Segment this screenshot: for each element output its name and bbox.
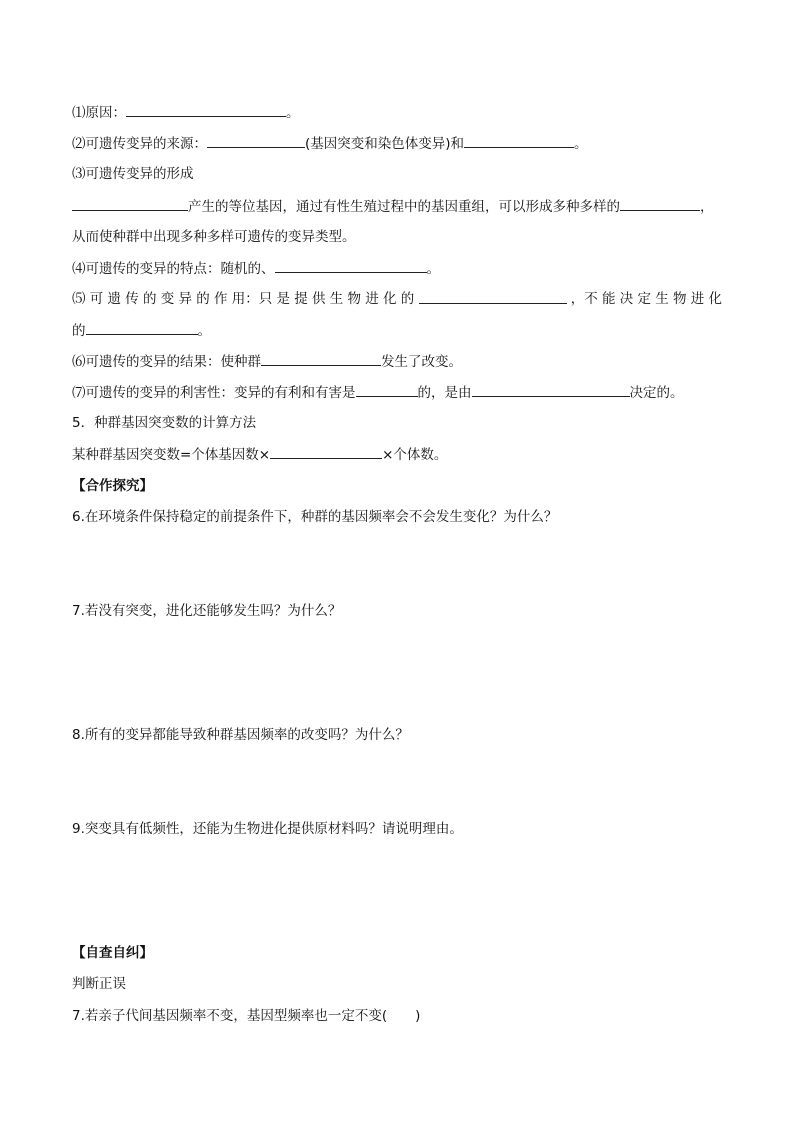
cause-blank[interactable]	[126, 102, 286, 117]
role-cont	[72, 320, 211, 341]
punct: 。	[574, 136, 588, 152]
formation-cont-text: 从而使种群中出现多种多样可遗传的变异类型。	[72, 229, 356, 245]
question-7-text: 7.若没有突变，进化还能够发生吗？为什么？	[72, 603, 342, 619]
formation-cont	[72, 227, 356, 247]
role-char: 进	[365, 291, 379, 307]
role-char: 是	[276, 291, 290, 307]
formation-heading	[72, 164, 194, 184]
role-char: 生	[655, 291, 669, 307]
source-label: ⑵可遗传变异的来源：	[72, 136, 207, 152]
source-blank-1[interactable]	[207, 133, 305, 148]
role-char: 用：只	[231, 291, 273, 307]
feature-label: ⑷可遗传的变异的特点：随机的、	[72, 261, 275, 277]
role-char: 的	[196, 291, 210, 307]
role-char: 传	[125, 291, 139, 307]
role-blank-2[interactable]	[86, 320, 198, 335]
calc-label: 某种群基因突变数=个体基因数×	[72, 447, 271, 463]
role-char: 作	[214, 291, 228, 307]
cooperative-heading	[72, 476, 153, 496]
formation-line	[72, 196, 714, 217]
role-char: 提	[294, 291, 308, 307]
harm-line	[72, 382, 684, 403]
harm-text: 的，是由	[417, 385, 472, 401]
judge-heading	[72, 974, 126, 994]
judge-question	[72, 1006, 420, 1026]
question-9-text: 9.突变具有低频性，还能为生物进化提供原材料吗？请说明理由。	[72, 821, 463, 837]
role-blank[interactable]	[419, 289, 567, 304]
role-char: 可	[89, 291, 104, 307]
source-blank-2[interactable]	[464, 133, 574, 148]
harm-blank-2[interactable]	[472, 382, 630, 397]
role-char: 化	[383, 291, 397, 307]
calc-blank[interactable]	[270, 444, 382, 459]
formation-text: 产生的等位基因，通过有性生殖过程中的基因重组，可以形成多种多样的	[188, 199, 620, 215]
question-7	[72, 601, 341, 621]
role-char: 供	[312, 291, 326, 307]
result-text: 发生了改变。	[381, 354, 462, 370]
punct: ，	[700, 199, 714, 215]
role-char: ，不	[570, 291, 598, 307]
calc-heading	[72, 413, 256, 433]
cause-label: ⑴原因：	[72, 105, 126, 121]
source-text: (基因突变和染色体变异)和	[305, 136, 465, 152]
question-8-text: 8.所有的变异都能导致种群基因频率的改变吗？为什么？	[72, 727, 409, 743]
harm-text-end: 决定的。	[629, 385, 684, 401]
harm-blank-1[interactable]	[356, 382, 418, 397]
result-blank[interactable]	[261, 351, 381, 366]
role-char: 生	[329, 291, 344, 307]
feature-blank[interactable]	[275, 258, 427, 273]
role-char: 化	[708, 291, 722, 307]
role-char: 异	[178, 291, 192, 307]
punct: 。	[426, 261, 440, 277]
role-char: 遗	[107, 291, 121, 307]
result-label: ⑹可遗传的变异的结果：使种群	[72, 354, 261, 370]
role-char: 物	[673, 291, 687, 307]
formation-blank-1[interactable]	[72, 196, 188, 211]
cause-line	[72, 102, 300, 123]
judge-question-text: 7.若亲子代间基因频率不变，基因型频率也一定不变(	[72, 1008, 388, 1024]
calc-heading-text: 5．种群基因突变数的计算方法	[72, 415, 257, 431]
role-char: 定	[637, 291, 651, 307]
self-check-text: 【自查自纠】	[72, 945, 153, 961]
calc-text-end: ×个体数。	[382, 447, 448, 463]
role-char: 进	[690, 291, 705, 307]
self-check-heading	[72, 943, 153, 963]
calc-line	[72, 444, 447, 465]
harm-label: ⑺可遗传的变异的利害性：变异的有利和有害是	[72, 385, 356, 401]
question-9	[72, 819, 463, 839]
role-char: 的	[400, 291, 415, 307]
question-6	[72, 507, 557, 527]
role-char: 物	[347, 291, 361, 307]
role-cont-text: 的	[72, 323, 86, 339]
feature-line	[72, 258, 440, 279]
bracket-close: )	[415, 1008, 421, 1024]
question-6-text: 6.在环境条件保持稳定的前提条件下，种群的基因频率会不会发生变化？为什么？	[72, 509, 558, 525]
role-line	[72, 289, 722, 309]
formation-label: ⑶可遗传变异的形成	[72, 166, 194, 182]
role-char: 的	[143, 291, 157, 307]
cooperative-heading-text: 【合作探究】	[72, 478, 153, 494]
role-char: 变	[160, 291, 175, 307]
role-char: 能	[602, 291, 616, 307]
source-line	[72, 133, 588, 154]
punct: 。	[286, 105, 300, 121]
judge-text: 判断正误	[72, 976, 126, 992]
result-line	[72, 351, 462, 372]
role-char: 决	[619, 291, 634, 307]
question-8	[72, 725, 409, 745]
punct: 。	[197, 323, 211, 339]
role-num: ⑸	[72, 291, 86, 307]
formation-blank-2[interactable]	[620, 196, 700, 211]
